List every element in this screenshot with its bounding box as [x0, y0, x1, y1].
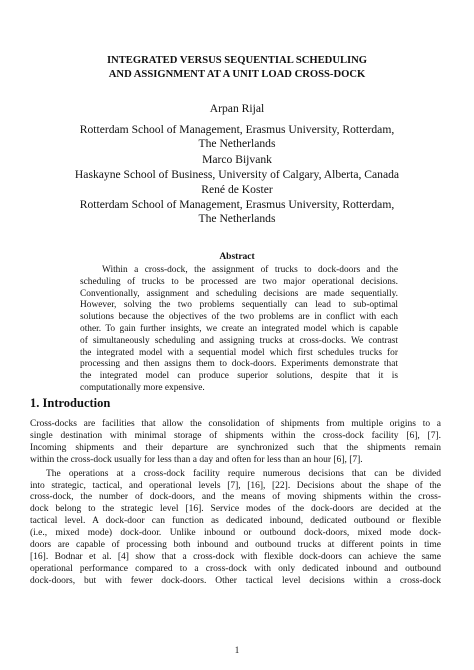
- body-line: into strategic, tactical, and operational levels [7], [16], [22]. Decisions about the shape of the: [30, 480, 441, 491]
- page-number: 1: [234, 645, 240, 655]
- abstract-line: solutions because the objectives of the two problems are in conflict with each: [80, 312, 398, 323]
- abstract-line: scheduling of trucks to be processed are two major operational decisions.: [80, 276, 398, 287]
- abstract-heading: Abstract: [219, 252, 255, 262]
- body-line: The operations at a cross-dock facility require numerous decisions that can be divided: [46, 468, 441, 479]
- author-name: Arpan Rijal: [209, 102, 265, 115]
- abstract-line: Conventionally, assignment and scheduling decisions are made sequentially.: [80, 288, 398, 299]
- body-line: within the cross-dock usually for less than a day and often for less than an hour [6], [7].: [30, 454, 363, 465]
- section-heading-introduction: 1. Introduction: [30, 396, 111, 410]
- abstract-line: of simultaneously scheduling and assigning trucks at cross-docks. We contrast: [80, 335, 398, 346]
- body-line: single destination with minimal storage of shipments within the cross-dock facility [6], [7].: [30, 430, 441, 441]
- author-block: [30, 183, 444, 227]
- body-line: operational performance compared to a cross-dock with only dedicated inbound and outbound: [30, 563, 441, 574]
- author-affiliation: Rotterdam School of Management, Erasmus University, Rotterdam,: [79, 197, 395, 211]
- body-line: (i.e., mixed mode) dock-door. Unlike inbound or outbound dock-doors, mixed mode dock-: [30, 528, 441, 539]
- abstract-line: computationally more expensive.: [80, 382, 205, 393]
- author-affiliation: Haskayne School of Business, University of Calgary, Alberta, Canada: [74, 167, 400, 181]
- body-line: [16]. Bodnar et al. [4] show that a cross-dock with flexible dock-doors can achieve the same: [30, 551, 441, 562]
- paragraph: [30, 469, 441, 588]
- body-line: tactical level. A dock-door can function as dedicated inbound, dedicated outbound or flexible: [30, 516, 441, 527]
- body-line: Incoming shipments and their departure are synchronized such that the shipments remain: [30, 442, 441, 453]
- body-line: Cross-docks are facilities that allow the consolidation of shipments from multiple origins to a: [30, 419, 441, 429]
- author-name: René de Koster: [201, 183, 273, 196]
- author-name: Marco Bijvank: [202, 153, 272, 166]
- body-line: doors are capable of processing both inbound and outbound trucks at different points in time: [30, 540, 441, 551]
- body-line: cross-dock, the number of dock-doors, and the means of moving shipments within the cross-: [30, 492, 441, 503]
- title-line: AND ASSIGNMENT AT A UNIT LOAD CROSS-DOCK: [108, 69, 366, 80]
- abstract-line: However, solving the two problems sequentially can lead to sub-optimal: [80, 300, 398, 311]
- body-line: dock-doors, but with fewer dock-doors. Other tactical level decisions within a cross-dock: [30, 575, 441, 586]
- author-block: [30, 102, 444, 152]
- abstract-line: the integrated model with a sequential model which first schedules trucks for: [80, 347, 398, 358]
- abstract-line: Within a cross-dock, the assignment of trucks to dock-doors and the: [102, 265, 398, 275]
- title-line: INTEGRATED VERSUS SEQUENTIAL SCHEDULING: [106, 55, 368, 66]
- abstract-line: the integrated model can produce superior solutions, despite that it is: [80, 371, 398, 382]
- author-affiliation: The Netherlands: [198, 137, 276, 150]
- abstract-line: processing and then assigns them to dock-doors. Experiments demonstrate that: [80, 359, 398, 370]
- paper-title: [40, 54, 434, 82]
- author-affiliation: Rotterdam School of Management, Erasmus University, Rotterdam,: [79, 122, 395, 136]
- author-affiliation: The Netherlands: [198, 212, 276, 225]
- abstract-line: other. To gain further insights, we create an integrated model which is capable: [80, 323, 398, 334]
- introduction-body: [30, 419, 441, 588]
- abstract-body: [80, 265, 398, 395]
- body-line: dock belong to the strategic level [16]. Service modes of the dock-doors are decided at the: [30, 504, 441, 515]
- author-block: [30, 153, 444, 182]
- paragraph: [30, 419, 441, 467]
